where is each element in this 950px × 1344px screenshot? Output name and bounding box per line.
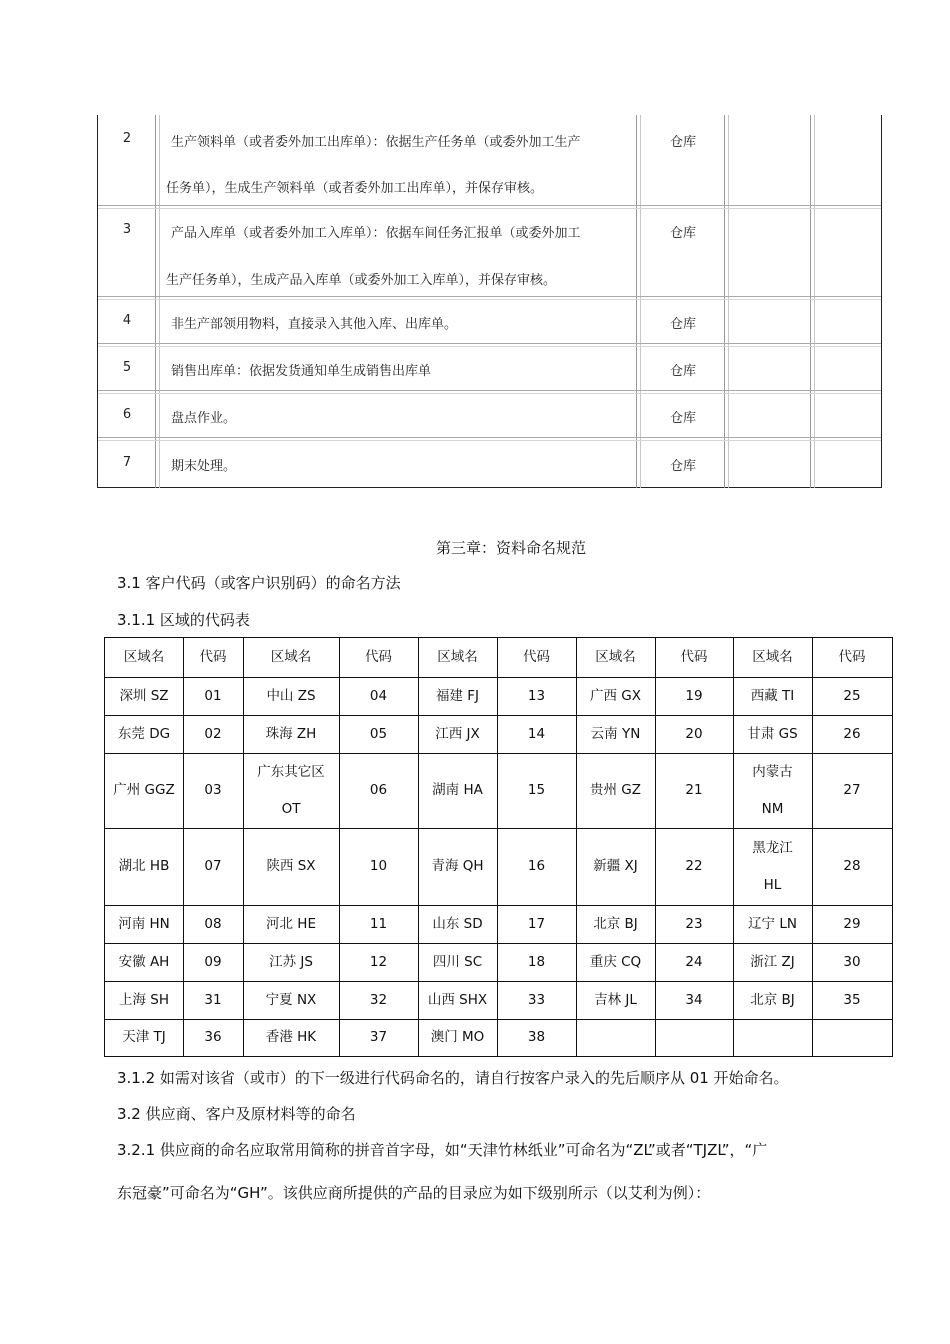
region-name-cell bbox=[733, 753, 812, 828]
region-name-cell bbox=[243, 753, 339, 828]
row-description: 销售出库单：依据发货通知单生成销售出库单 bbox=[171, 364, 432, 379]
region-name-cell: 珠海 ZH bbox=[265, 725, 317, 742]
region-name-cell: 贵州 GZ bbox=[589, 782, 641, 798]
region-code-cell: 05 bbox=[369, 725, 388, 742]
region-code-cell: 04 bbox=[369, 687, 388, 704]
region-name-cell: 北京 BJ bbox=[750, 991, 795, 1008]
row-dept: 仓库 bbox=[669, 226, 696, 241]
row-dept: 仓库 bbox=[669, 364, 696, 379]
region-code-cell: 14 bbox=[527, 725, 546, 742]
region-name-cell bbox=[733, 828, 812, 905]
region-code-cell: 18 bbox=[527, 953, 546, 970]
region-code-cell: 36 bbox=[204, 1029, 222, 1045]
region-code-cell: 23 bbox=[685, 915, 703, 932]
region-abbr-line: OT bbox=[281, 800, 301, 817]
region-code-cell bbox=[655, 1019, 733, 1056]
region-name-cell: 澳门 MO bbox=[430, 1029, 485, 1045]
region-name-cell: 新疆 XJ bbox=[593, 858, 638, 874]
row-description-cont: 任务单），生成生产领料单（或者委外加工出库单），并保存审核。 bbox=[166, 181, 544, 196]
region-code-cell: 27 bbox=[843, 782, 861, 798]
region-name-cell: 江苏 JS bbox=[269, 953, 313, 970]
row-description: 盘点作业。 bbox=[171, 411, 237, 426]
region-code-cell bbox=[812, 1019, 892, 1056]
table-header-cell: 区域名 bbox=[437, 649, 478, 665]
region-name-cell: 山东 SD bbox=[432, 915, 483, 932]
region-code-cell: 33 bbox=[527, 991, 546, 1008]
region-code-cell: 38 bbox=[527, 1029, 546, 1045]
region-name-cell: 江西 JX bbox=[435, 725, 480, 742]
region-name-cell: 上海 SH bbox=[118, 991, 169, 1008]
region-name-cell: 重庆 CQ bbox=[589, 953, 642, 970]
region-code-cell: 19 bbox=[685, 687, 703, 704]
row-description: 非生产部领用物料，直接录入其他入库、出库单。 bbox=[171, 317, 458, 332]
region-code-cell: 09 bbox=[204, 953, 222, 970]
region-code-cell: 26 bbox=[843, 725, 861, 742]
region-name-cell: 西藏 TI bbox=[750, 687, 795, 704]
region-code-cell: 03 bbox=[204, 782, 222, 798]
region-name-cell: 福建 FJ bbox=[435, 687, 480, 704]
table-header-cell: 区域名 bbox=[752, 649, 793, 665]
row-dept: 仓库 bbox=[669, 135, 696, 150]
region-name-cell: 甘肃 GS bbox=[747, 725, 798, 742]
row-dept: 仓库 bbox=[669, 317, 696, 332]
region-code-cell: 28 bbox=[843, 858, 861, 874]
region-name-cell: 浙江 ZJ bbox=[750, 953, 795, 970]
region-code-cell: 02 bbox=[204, 725, 222, 742]
region-code-cell: 07 bbox=[204, 858, 222, 874]
region-code-cell: 32 bbox=[369, 991, 388, 1008]
region-code-cell: 37 bbox=[369, 1029, 388, 1045]
row-number: 3 bbox=[122, 222, 132, 237]
region-code-cell: 21 bbox=[685, 782, 703, 798]
region-name-cell: 深圳 SZ bbox=[119, 687, 169, 704]
region-name-line: 广东其它区 bbox=[257, 763, 325, 780]
region-code-cell: 22 bbox=[685, 858, 703, 874]
table-header-cell: 代码 bbox=[199, 649, 227, 665]
region-name-line: 内蒙古 bbox=[752, 763, 793, 780]
row-description: 生产领料单（或者委外加工出库单）：依据生产任务单（或委外加工生产 bbox=[171, 135, 581, 150]
table-header-cell: 区域名 bbox=[270, 649, 312, 665]
region-abbr-line: NM bbox=[761, 800, 784, 817]
paragraph-3-2-1-cont: 东冠豪”可命名为“GH”。该供应商所提供的产品的目录应为如下级别所示（以艾利为例）： bbox=[117, 1184, 711, 1202]
row-number: 4 bbox=[122, 313, 132, 328]
region-code-cell: 35 bbox=[843, 991, 861, 1008]
region-name-cell: 四川 SC bbox=[432, 953, 483, 970]
paragraph-3-2-1: 3.2.1 供应商的命名应取常用简称的拼音首字母，如“天津竹林纸业”可命名为“ZL”或者“TJZL”，“广 bbox=[117, 1141, 768, 1159]
region-code-cell: 12 bbox=[369, 953, 388, 970]
region-code-cell: 06 bbox=[369, 782, 388, 798]
region-code-cell: 01 bbox=[204, 687, 222, 704]
region-name-cell: 河北 HE bbox=[266, 915, 316, 932]
region-code-cell: 13 bbox=[527, 687, 546, 704]
region-name-line: 黑龙江 bbox=[752, 839, 793, 856]
region-code-cell: 25 bbox=[843, 687, 861, 704]
region-name-cell: 广西 GX bbox=[589, 687, 641, 704]
region-abbr-line: HL bbox=[763, 876, 782, 893]
section-heading: 3.1 客户代码（或客户识别码）的命名方法 bbox=[117, 574, 401, 592]
row-number: 7 bbox=[122, 455, 132, 470]
region-name-cell: 陕西 SX bbox=[266, 858, 316, 874]
paragraph-3-1-2: 3.1.2 如需对该省（或市）的下一级进行代码命名的，请自行按客户录入的先后顺序从 01 开始命名。 bbox=[117, 1069, 789, 1087]
region-name-cell: 湖南 HA bbox=[432, 782, 483, 798]
region-name-cell bbox=[576, 1019, 655, 1056]
region-code-cell: 11 bbox=[369, 915, 388, 932]
region-name-cell: 宁夏 NX bbox=[265, 991, 317, 1008]
region-name-cell: 河南 HN bbox=[118, 915, 170, 932]
region-name-cell: 北京 BJ bbox=[593, 915, 638, 932]
process-table bbox=[97, 115, 882, 488]
region-code-cell: 08 bbox=[204, 915, 222, 932]
region-code-cell: 30 bbox=[843, 953, 861, 970]
region-code-cell: 15 bbox=[527, 782, 546, 798]
row-description: 产品入库单（或者委外加工入库单）：依据车间任务汇报单（或委外加工 bbox=[171, 226, 581, 241]
region-name-cell: 天津 TJ bbox=[122, 1029, 166, 1045]
region-code-cell: 20 bbox=[685, 725, 703, 742]
row-dept: 仓库 bbox=[669, 411, 696, 426]
table-header-cell: 代码 bbox=[838, 649, 866, 665]
region-code-cell: 31 bbox=[204, 991, 222, 1008]
region-code-cell: 29 bbox=[843, 915, 861, 932]
region-code-cell: 10 bbox=[369, 858, 388, 874]
region-name-cell: 青海 QH bbox=[431, 858, 484, 874]
region-code-cell: 24 bbox=[685, 953, 703, 970]
region-name-cell: 吉林 JL bbox=[594, 991, 637, 1008]
region-name-cell bbox=[733, 1019, 812, 1056]
region-name-cell: 安徽 AH bbox=[118, 953, 170, 970]
region-name-cell: 广州 GGZ bbox=[113, 782, 175, 798]
row-description-cont: 生产任务单），生成产品入库单（或委外加工入库单），并保存审核。 bbox=[166, 273, 557, 288]
subsection-heading: 3.1.1 区域的代码表 bbox=[117, 611, 250, 629]
row-number: 2 bbox=[122, 131, 132, 146]
region-code-cell: 16 bbox=[527, 858, 546, 874]
table-header-cell: 代码 bbox=[680, 649, 708, 665]
table-header-cell: 代码 bbox=[523, 649, 550, 665]
table-header-cell: 区域名 bbox=[595, 649, 636, 665]
region-name-cell: 云南 YN bbox=[590, 725, 641, 742]
region-code-table bbox=[104, 637, 893, 1057]
region-name-cell: 山西 SHX bbox=[427, 991, 488, 1008]
chapter-title: 第三章：资料命名规范 bbox=[435, 539, 586, 557]
region-name-cell: 湖北 HB bbox=[118, 858, 170, 874]
region-name-cell: 东莞 DG bbox=[117, 725, 171, 742]
table-header-cell: 区域名 bbox=[123, 649, 165, 665]
row-dept: 仓库 bbox=[669, 459, 696, 474]
section-heading: 3.2 供应商、客户及原材料等的命名 bbox=[117, 1105, 356, 1123]
region-code-cell: 34 bbox=[685, 991, 703, 1008]
region-name-cell: 辽宁 LN bbox=[748, 915, 797, 932]
region-code-cell: 17 bbox=[527, 915, 546, 932]
table-header-cell: 代码 bbox=[365, 649, 392, 665]
region-name-cell: 香港 HK bbox=[265, 1029, 317, 1045]
row-number: 6 bbox=[122, 407, 132, 422]
row-description: 期末处理。 bbox=[171, 459, 237, 474]
region-name-cell: 中山 ZS bbox=[266, 687, 316, 704]
row-number: 5 bbox=[122, 360, 132, 375]
